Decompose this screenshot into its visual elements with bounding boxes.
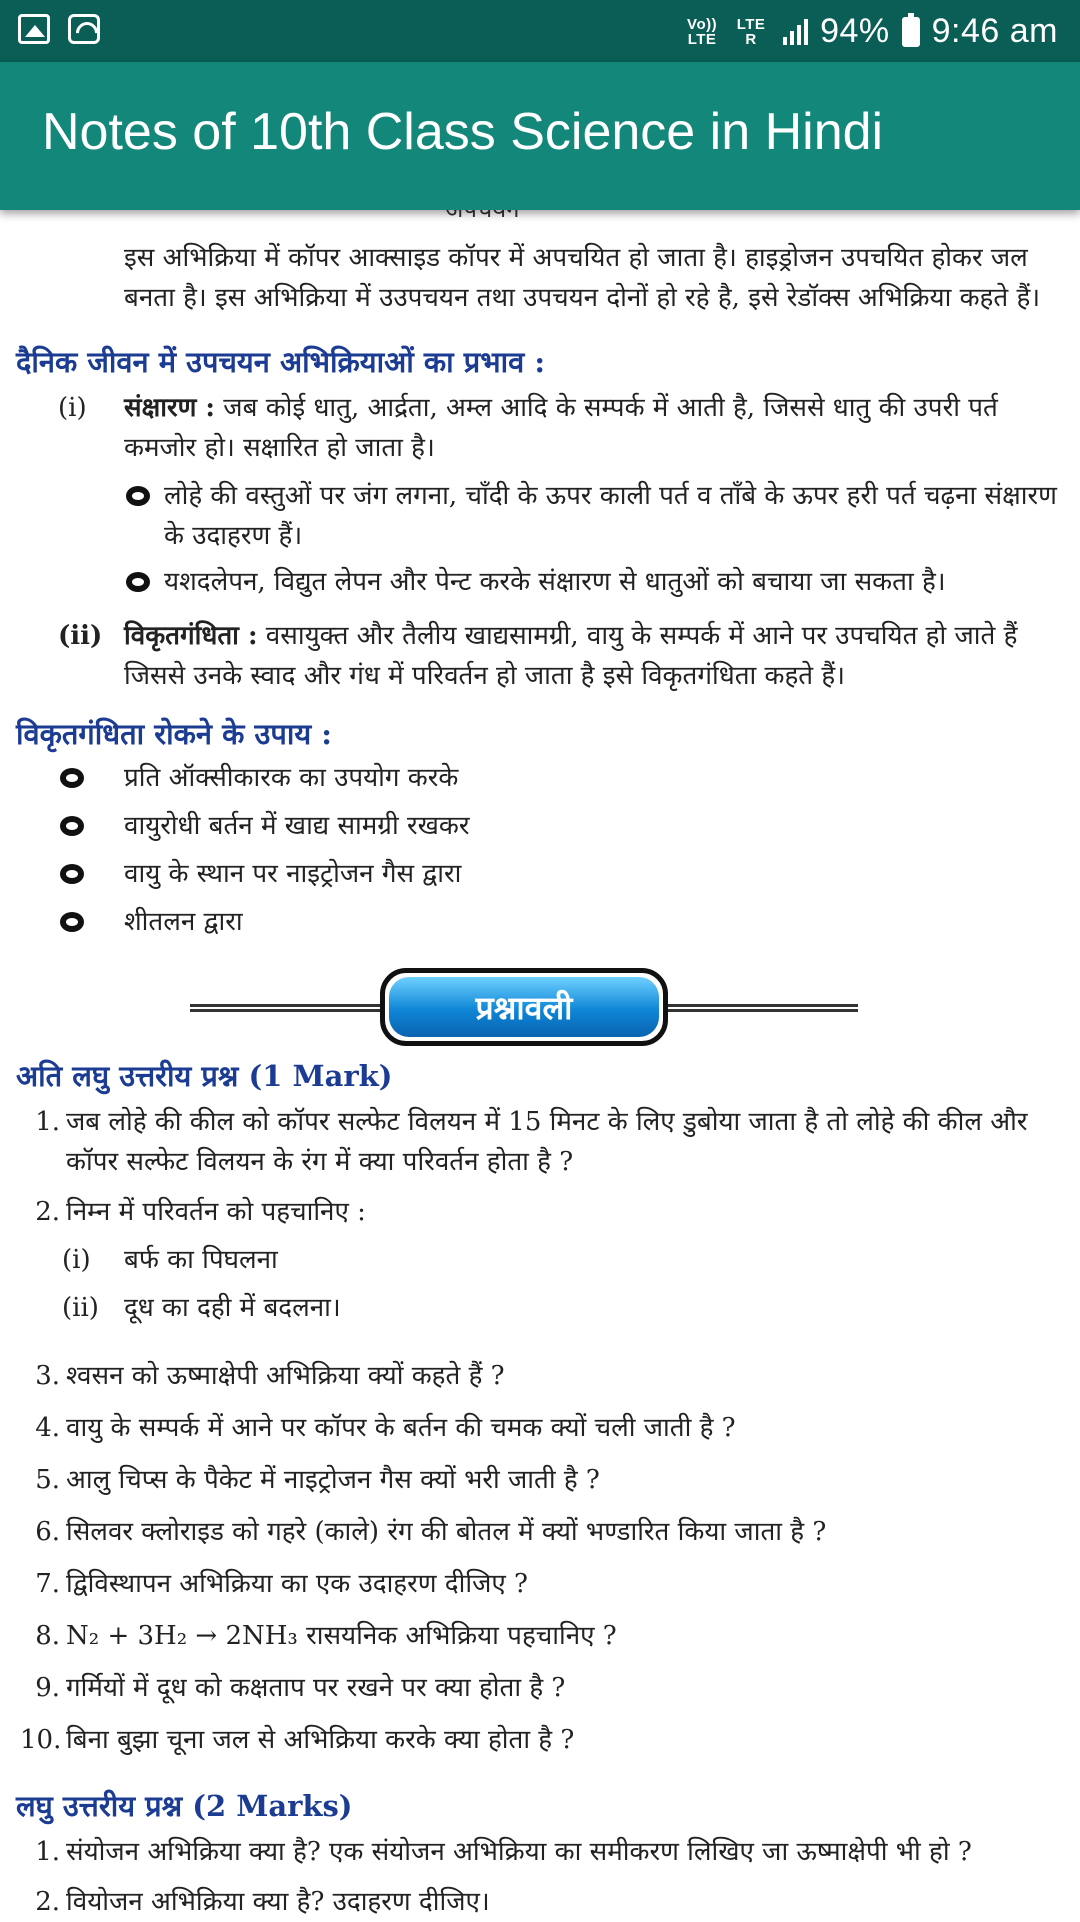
corrosion-text: जब कोई धातु, आर्द्रता, अम्ल आदि के सम्पर्क में आती है, जिससे धातु की उपरी पर्त: [215, 393, 998, 423]
bullet-icon: [60, 864, 84, 884]
status-bar: [0, 0, 1080, 62]
question-8: N₂ + 3H₂ → 2NH₃ रासयनिक अभिक्रिया पहचानिए ?: [66, 1621, 617, 1651]
signal-icon: [783, 19, 808, 45]
question-number: 5.: [35, 1465, 60, 1495]
bullet-2: यशदलेपन, विद्युत लेपन और पेन्ट करके संक्षारण से धातुओं को बचाया जा सकता है।: [164, 567, 946, 597]
battery-icon: [902, 17, 920, 47]
section-heading-oxidation-effects: दैनिक जीवन में उपचयन अभिक्रियाओं का प्रभाव :: [16, 345, 546, 379]
question-4: वायु के सम्पर्क में आने पर कॉपर के बर्तन की चमक क्यों चली जाती है ?: [66, 1413, 736, 1443]
app-bar: [0, 62, 1080, 210]
section-heading-very-short: अति लघु उत्तरीय प्रश्न (1 Mark): [16, 1059, 393, 1093]
bullet-icon: [126, 572, 150, 592]
wifi-notification-icon: [68, 14, 100, 44]
question-number: 1.: [35, 1837, 60, 1867]
term-corrosion: संक्षारण :: [124, 393, 216, 423]
bullet-icon: [60, 816, 84, 836]
question-number: 4.: [35, 1413, 60, 1443]
document-page[interactable]: [0, 210, 1080, 1920]
measure-3: वायु के स्थान पर नाइट्रोजन गैस द्वारा: [124, 859, 462, 889]
bullet-icon: [126, 486, 150, 506]
question-3: श्वसन को ऊष्माक्षेपी अभिक्रिया क्यों कहते हैं ?: [66, 1361, 505, 1391]
term-rancidity: विकृतगंधिता :: [124, 621, 258, 651]
bullet-icon: [60, 768, 84, 788]
question-number: 3.: [35, 1361, 60, 1391]
rancidity-line-2: जिससे उनके स्वाद और गंध में परिवर्तन हो जाता है इसे विकृतगंधिता कहते हैं।: [124, 661, 846, 691]
questions-badge: [380, 968, 668, 1046]
sub-item-2: दूध का दही में बदलना।: [124, 1293, 341, 1323]
question-6: सिलवर क्लोराइड को गहरे (काले) रंग की बोतल में क्यों भण्डारित किया जाता है ?: [66, 1517, 827, 1547]
clock: 9:46 am: [931, 12, 1058, 50]
question-number: 8.: [35, 1621, 60, 1651]
questions-badge-label: प्रश्नावली: [389, 977, 659, 1037]
battery-percent: 94%: [820, 12, 890, 50]
item-roman-2: (ii): [58, 621, 103, 651]
question-number: 7.: [35, 1569, 60, 1599]
sub-item-roman: (i): [62, 1245, 91, 1275]
section-heading-rancidity-prevention: विकृतगंधिता रोकने के उपाय :: [16, 717, 332, 751]
short-question-2: वियोजन अभिक्रिया क्या है? उदाहरण दीजिए।: [66, 1887, 490, 1917]
question-number: 9.: [35, 1673, 60, 1703]
question-2: निम्न में परिवर्तन को पहचानिए :: [66, 1197, 366, 1227]
bullet-1-line-2: के उदाहरण हैं।: [164, 521, 303, 551]
app-title: Notes of 10th Class Science in Hindi: [42, 103, 884, 161]
measure-2: वायुरोधी बर्तन में खाद्य सामग्री रखकर: [124, 811, 470, 841]
sub-item-1: बर्फ का पिघलना: [124, 1245, 278, 1275]
question-5: आलु चिप्स के पैकेट में नाइट्रोजन गैस क्यों भरी जाती है ?: [66, 1465, 600, 1495]
question-number: 2.: [35, 1887, 60, 1917]
volte-indicator: Vo)) LTE: [687, 15, 718, 48]
measure-4: शीतलन द्वारा: [124, 907, 243, 937]
bullet-icon: [60, 912, 84, 932]
question-number: 1.: [35, 1107, 60, 1137]
sub-item-roman: (ii): [62, 1293, 99, 1323]
intro-line-2: बनता है। इस अभिक्रिया में उउपचयन तथा उपचयन दोनों हो रहे है, इसे रेडॉक्स अभिक्रिया कहते हैं।: [124, 283, 1041, 313]
rancidity-text: वसायुक्त और तैलीय खाद्यसामग्री, वायु के सम्पर्क में आने पर उपचयित हो जाते हैं: [257, 621, 1018, 651]
question-9: गर्मियों में दूध को कक्षताप पर रखने पर क्या होता है ?: [66, 1673, 566, 1703]
gallery-notification-icon: [18, 14, 50, 44]
measure-1: प्रति ऑक्सीकारक का उपयोग करके: [124, 763, 459, 793]
question-10: बिना बुझा चूना जल से अभिक्रिया करके क्या होता है ?: [66, 1725, 575, 1755]
lte-indicator: LTE R: [736, 15, 766, 48]
question-7: द्विविस्थापन अभिक्रिया का एक उदाहरण दीजिए ?: [66, 1569, 528, 1599]
question-number: 2.: [35, 1197, 60, 1227]
question-1-line-2: कॉपर सल्फेट विलयन के रंग में क्या परिवर्तन होता है ?: [66, 1147, 574, 1177]
corrosion-line-2: कमजोर हो। सक्षारित हो जाता है।: [124, 433, 435, 463]
question-number: 6.: [35, 1517, 60, 1547]
intro-line-1: इस अभिक्रिया में कॉपर आक्साइड कॉपर में अपचयित हो जाता है। हाइड्रोजन उपचयित होकर जल: [124, 243, 1028, 273]
item-roman-1: (i): [58, 393, 87, 423]
bullet-1-line-1: लोहे की वस्तुओं पर जंग लगना, चाँदी के ऊपर काली पर्त व ताँबे के ऊपर हरी पर्त चढ़ना संक्षारण: [164, 481, 1057, 511]
item-corrosion: [124, 388, 1034, 428]
question-1-line-1: जब लोहे की कील को कॉपर सल्फेट विलयन में 15 मिनट के लिए डुबोया जाता है तो लोहे की कील और: [66, 1107, 1028, 1137]
question-number: 10.: [20, 1725, 62, 1755]
section-heading-short: लघु उत्तरीय प्रश्न (2 Marks): [16, 1789, 353, 1823]
item-rancidity: [124, 616, 1034, 656]
short-question-1: संयोजन अभिक्रिया क्या है? एक संयोजन अभिक्रिया का समीकरण लिखिए जा ऊष्माक्षेपी भी हो ?: [66, 1837, 972, 1867]
